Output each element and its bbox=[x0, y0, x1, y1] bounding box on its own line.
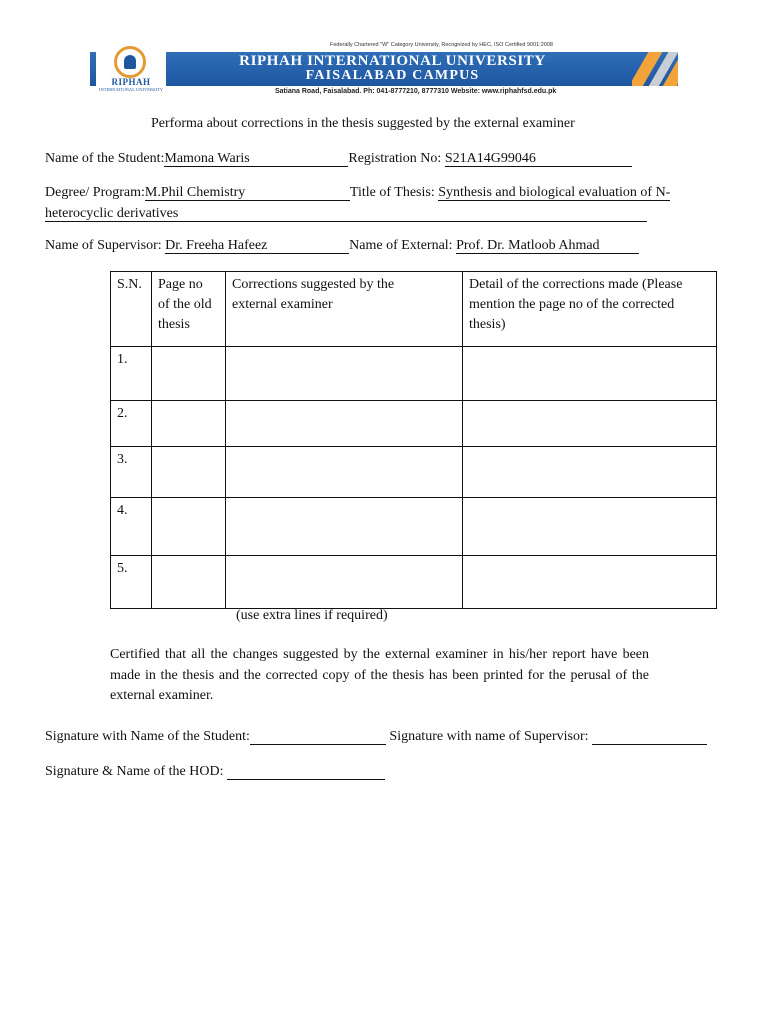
certification-paragraph: Certified that all the changes suggested by the external examiner in his/her report have been made in the thesis and the corrected copy of the thesis has been printed for the perusal of the external examiner. bbox=[110, 647, 649, 703]
supervisor-signature-label: Signature with name of Supervisor: bbox=[389, 729, 589, 744]
page-no-cell[interactable] bbox=[152, 347, 226, 401]
row-sn: 3. bbox=[111, 447, 152, 498]
supervisor-value: Dr. Freeha Hafeez bbox=[165, 239, 349, 254]
external-examiner-label: Name of External: bbox=[349, 238, 457, 253]
table-row bbox=[111, 347, 717, 401]
page-no-cell[interactable] bbox=[152, 401, 226, 447]
degree-value: M.Phil Chemistry bbox=[145, 186, 350, 201]
row-sn: 2. bbox=[111, 401, 152, 447]
student-signature-line[interactable] bbox=[250, 730, 386, 745]
table-row bbox=[111, 401, 717, 447]
signature-row bbox=[45, 729, 707, 745]
student-name-row bbox=[45, 151, 632, 167]
degree-label: Degree/ Program: bbox=[45, 185, 145, 200]
student-signature-label: Signature with Name of the Student: bbox=[45, 729, 250, 744]
registration-label: Registration No: bbox=[348, 151, 445, 166]
detail-cell[interactable] bbox=[463, 347, 717, 401]
hod-signature-line[interactable] bbox=[227, 765, 385, 780]
supervisor-label: Name of Supervisor: bbox=[45, 238, 166, 253]
row-sn: 5. bbox=[111, 556, 152, 609]
header-page-line: Page no bbox=[158, 277, 203, 292]
correction-cell[interactable] bbox=[226, 447, 463, 498]
thesis-title-label: Title of Thesis: bbox=[349, 185, 439, 200]
logo-emblem-icon bbox=[114, 46, 146, 78]
header-sn-text: S.N. bbox=[117, 277, 142, 292]
banner-accreditation-line: Federally Chartered "W" Category University, Recognized by HEC, ISO Certified 9001:2008 bbox=[330, 42, 553, 48]
correction-cell[interactable] bbox=[226, 347, 463, 401]
campus-name: FAISALABAD CAMPUS bbox=[305, 68, 480, 83]
corrections-table bbox=[110, 271, 717, 609]
university-name: RIPHAH INTERNATIONAL UNIVERSITY bbox=[239, 53, 546, 69]
university-address: Satiana Road, Faisalabad. Ph: 041-8777210, 8777310 Website: www.riphahfsd.edu.pk bbox=[275, 88, 557, 95]
hod-signature-row bbox=[45, 764, 385, 780]
header-corrections-line: external examiner bbox=[232, 297, 333, 312]
table-row bbox=[111, 556, 717, 609]
header-details-line: Detail of the corrections made (Please bbox=[469, 277, 683, 292]
student-name-value: Mamona Waris bbox=[164, 152, 348, 167]
logo-name: RIPHAH bbox=[111, 77, 151, 87]
detail-cell[interactable] bbox=[463, 447, 717, 498]
row-sn: 4. bbox=[111, 498, 152, 556]
header-page-line: of the old bbox=[158, 297, 212, 312]
header-corrections bbox=[226, 272, 463, 347]
logo-subtitle: INTERNATIONAL UNIVERSITY bbox=[99, 87, 163, 92]
thesis-title-continuation bbox=[45, 206, 647, 222]
banner-stripe-decoration bbox=[632, 52, 678, 86]
table-row bbox=[111, 498, 717, 556]
table-row bbox=[111, 447, 717, 498]
header-details-line: mention the page no of the corrected bbox=[469, 297, 675, 312]
table-header-row bbox=[111, 272, 717, 347]
hod-signature-label: Signature & Name of the HOD: bbox=[45, 764, 224, 779]
supervisor-external-row bbox=[45, 238, 639, 254]
correction-cell[interactable] bbox=[226, 498, 463, 556]
page-no-cell[interactable] bbox=[152, 498, 226, 556]
correction-cell[interactable] bbox=[226, 556, 463, 609]
detail-cell[interactable] bbox=[463, 401, 717, 447]
registration-value: S21A14G99046 bbox=[445, 152, 632, 167]
header-page-line: thesis bbox=[158, 317, 190, 332]
thesis-title-value-line1: Synthesis and biological evaluation of N- bbox=[438, 185, 671, 200]
correction-cell[interactable] bbox=[226, 401, 463, 447]
page-no-cell[interactable] bbox=[152, 556, 226, 609]
university-logo bbox=[96, 44, 166, 98]
degree-thesis-row bbox=[45, 185, 670, 201]
header-details bbox=[463, 272, 717, 347]
form-heading: Performa about corrections in the thesis suggested by the external examiner bbox=[151, 116, 575, 131]
supervisor-signature-line[interactable] bbox=[592, 730, 707, 745]
page-no-cell[interactable] bbox=[152, 447, 226, 498]
external-examiner-value: Prof. Dr. Matloob Ahmad bbox=[456, 239, 639, 254]
extra-lines-note: (use extra lines if required) bbox=[236, 608, 388, 623]
detail-cell[interactable] bbox=[463, 498, 717, 556]
header-details-line: thesis) bbox=[469, 317, 506, 332]
header-sn bbox=[111, 272, 152, 347]
header-corrections-line: Corrections suggested by the bbox=[232, 277, 395, 292]
header-page-no bbox=[152, 272, 226, 347]
row-sn: 1. bbox=[111, 347, 152, 401]
student-name-label: Name of the Student: bbox=[45, 151, 165, 166]
university-banner bbox=[90, 44, 678, 98]
thesis-title-value-line2: heterocyclic derivatives bbox=[45, 207, 647, 222]
detail-cell[interactable] bbox=[463, 556, 717, 609]
